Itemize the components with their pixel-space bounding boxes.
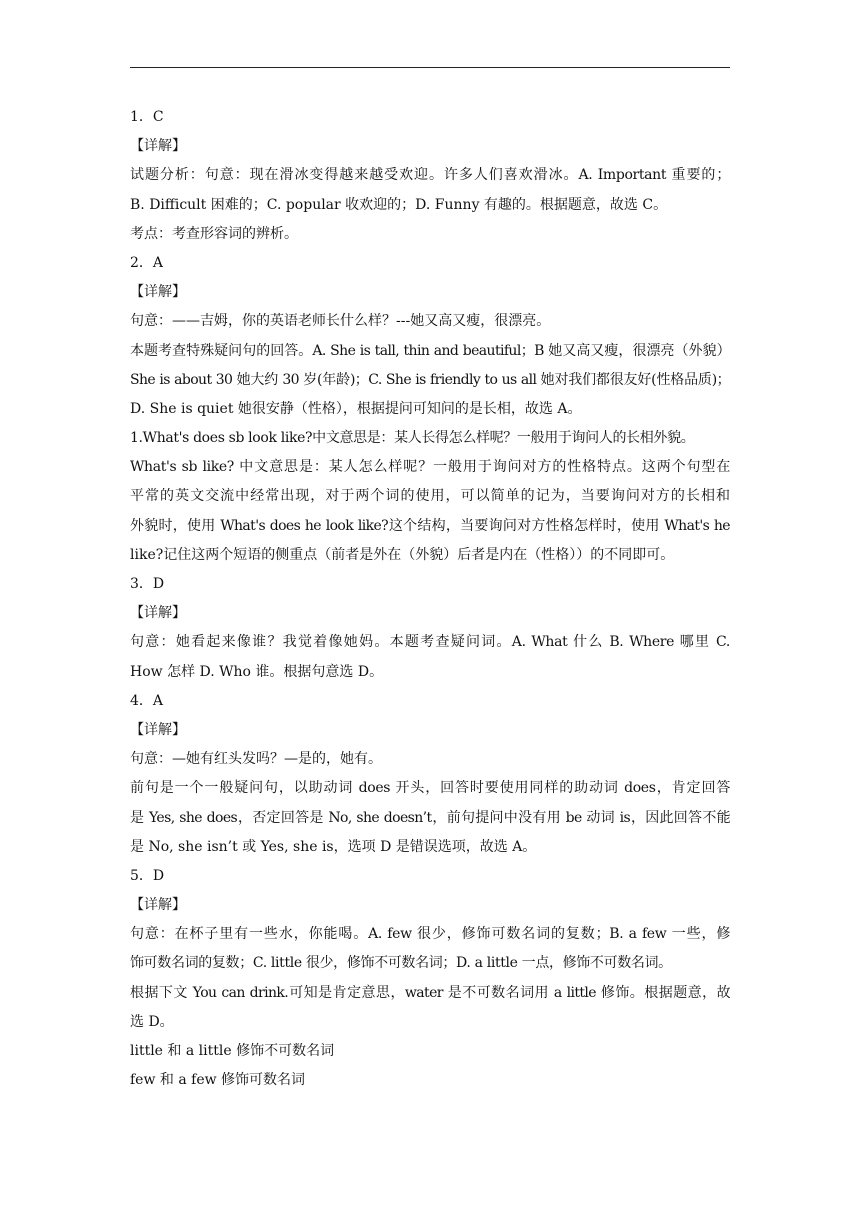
text-line: She is about 30 她大约 30 岁(年龄)；C. She is friendly to us all 她对我们都很友好(性格品质)； (130, 371, 730, 388)
text-line: 根据下文 You can drink.可知是肯定意思，water 是不可数名词用 a little 修饰。根据题意，故 (130, 984, 730, 1001)
text-line: 4．A (130, 692, 164, 709)
text-line: 1．C (130, 109, 164, 125)
text-line: 本题考查特殊疑问句的回答。A. She is tall, thin and beautiful；B 她又高又瘦，很漂亮（外貌） (130, 342, 730, 359)
text-line: D. She is quiet 她很安静（性格），根据提问可知问的是长相，故选 A。 (130, 400, 582, 417)
text-line: 试题分析：句意：现在滑冰变得越来越受欢迎。许多人们喜欢滑冰。A. Important 重要的； (130, 167, 730, 184)
text-line: 句意：在杯子里有一些水，你能喝。A. few 很少，修饰可数名词的复数；B. a few 一些，修 (130, 926, 730, 943)
text-line: 是 Yes, she does，否定回答是 No, she doesn’t，前句提问中没有用 be 动词 is，因此回答不能 (130, 809, 730, 826)
text-line: 3．D (130, 576, 165, 592)
text-line: 1.What's does sb look like?中文意思是：某人长得怎么样呢？一般用于询问人的长相外貌。 (130, 430, 695, 447)
text-line: 【详解】 (130, 897, 186, 914)
text-line: little 和 a little 修饰不可数名词 (130, 1043, 335, 1059)
text-line: 考点：考查形容词的辨析。 (130, 225, 298, 242)
text-line: How 怎样 D. Who 谁。根据句意选 D。 (130, 663, 384, 680)
text-line: 句意：—她有红头发吗？—是的，她有。 (130, 751, 382, 768)
header-rule (130, 67, 730, 68)
text-line: 饰可数名词的复数；C. little 很少，修饰不可数名词；D. a little 一点，修饰不可数名词。 (130, 955, 672, 972)
text-line: B. Difficult 困难的；C. popular 收欢迎的；D. Funny 有趣的。根据题意，故选 C。 (130, 196, 668, 213)
document-body (130, 103, 730, 1095)
text-line: few 和 a few 修饰可数名词 (130, 1072, 306, 1089)
text-line: 【详解】 (130, 721, 186, 738)
text-line: What's sb like? 中文意思是：某人怎么样呢？一般用于询问对方的性格特点。这两个句型在 (130, 459, 730, 476)
text-line: 句意：——吉姆，你的英语老师长什么样？---她又高又瘦，很漂亮。 (130, 313, 551, 330)
text-line: 2．A (130, 254, 164, 271)
text-line: 【详解】 (130, 138, 186, 155)
text-line: 【详解】 (130, 605, 186, 622)
text-line: 外貌时，使用 What's does he look like?这个结构，当要询问对方性格怎样时，使用 What's he (130, 517, 730, 534)
text-line: 是 No, she isn’t 或 Yes, she is，选项 D 是错误选项，故选 A。 (130, 838, 537, 855)
text-line: 平常的英文交流中经常出现，对于两个词的使用，可以简单的记为，当要询问对方的长相和 (130, 488, 730, 505)
text-line: 前句是一个一般疑问句，以助动词 does 开头，回答时要使用同样的助动词 does，肯定回答 (130, 780, 730, 797)
text-line: 句意：她看起来像谁？我觉着像她妈。本题考查疑问词。A. What 什么 B. Where 哪里 C. (130, 634, 730, 651)
text-line: like?记住这两个短语的侧重点（前者是外在（外貌）后者是内在（性格））的不同即可。 (130, 546, 675, 563)
text-line: 5．D (130, 867, 165, 884)
text-line: 选 D。 (130, 1013, 174, 1030)
text-line: 【详解】 (130, 284, 186, 301)
